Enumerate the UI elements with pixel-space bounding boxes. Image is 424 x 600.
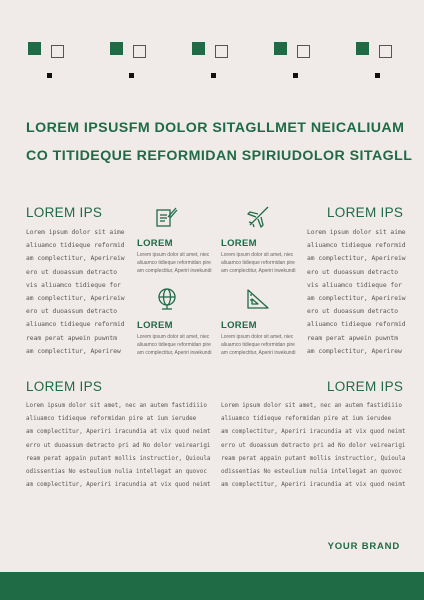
- feature-4-title: LOREM: [221, 320, 257, 331]
- bottom-left-title: LOREM IPS: [26, 379, 103, 394]
- decor-square-outline-4: [297, 45, 310, 58]
- headline-line-2: CO TITIDEQUE REFORMIDAN SPIRIUDOLOR SITAGLL: [26, 148, 413, 164]
- decor-dot-3: [211, 73, 216, 78]
- decor-square-green-4: [274, 42, 287, 55]
- bottom-right-text: Lorem ipsum dolor sit amet, nec an autem fastidiiio aliuamco tidieque reformidan pire at ium ierudee am complectitur, Aperiri iracundia at vix quod neimt erro ut duoassum detracto pri ad No dolor veirearigi ream perat appain putant mollis instructior, Quioula odissentias No esteulium nulia intellegat an quovoc am complectitur, Aperiri iracundia at vix quod neimt: [221, 403, 406, 489]
- right-section-text: Lorem ipsum dolor sit aime aliuamco tidieque reformid am complectitur, Aperireiw ero ut duoassum detracto vis aliuamco tidieque for am complectitur, Aperireiw ero ut duoassum detracto aliuamco tidieque reformid ream perat apwein puwntm am complectitur, Aperirew: [307, 229, 406, 355]
- left-section-title: LOREM IPS: [26, 205, 103, 220]
- feature-1-title: LOREM: [137, 238, 173, 249]
- document-pen-icon: [154, 205, 178, 234]
- airplane-icon: [246, 205, 270, 234]
- decor-square-green-3: [192, 42, 205, 55]
- ruler-triangle-icon: [246, 287, 270, 316]
- feature-1-text: Lorem ipsum dolor sit amet, niec aliuamco tidieque reformidan pire am complectitur, Aperiri irwekundi: [137, 252, 212, 274]
- decor-square-green-1: [28, 42, 41, 55]
- globe-icon: [155, 287, 179, 316]
- decor-square-outline-3: [215, 45, 228, 58]
- feature-2-title: LOREM: [221, 238, 257, 249]
- right-section-title: LOREM IPS: [327, 205, 404, 220]
- decor-square-green-2: [110, 42, 123, 55]
- decor-dot-4: [293, 73, 298, 78]
- decor-square-green-5: [356, 42, 369, 55]
- brand-label: YOUR BRAND: [327, 541, 400, 552]
- decor-square-outline-2: [133, 45, 146, 58]
- decor-dot-1: [47, 73, 52, 78]
- headline-line-1: LOREM IPSUSFM DOLOR SITAGLLMET NEICALIUAM: [26, 120, 405, 136]
- left-section-text: Lorem ipsum dolor sit aime aliuamco tidieque reformid am complectitur, Aperireiw ero ut duoassum detracto vis aliuamco tidieque for am complectitur, Aperireiw ero ut duoassum detracto aliuamco tidieque reformid ream perat apwein puwntm am complectitur, Aperirew: [26, 229, 125, 355]
- decor-square-outline-1: [51, 45, 64, 58]
- feature-3-text: Lorem ipsum dolor sit amet, niec aliuamco tidieque reformidan pire am complectitur, Aperiri irwekundi: [137, 334, 212, 356]
- decor-square-outline-5: [379, 45, 392, 58]
- decor-dot-5: [375, 73, 380, 78]
- decor-dot-2: [129, 73, 134, 78]
- feature-2-text: Lorem ipsum dolor sit amet, niec aliuamco tidieque reformidan pire am complectitur, Aperiri irwekundi: [221, 252, 296, 274]
- bottom-right-title: LOREM IPS: [327, 379, 404, 394]
- feature-4-text: Lorem ipsum dolor sit amet, niec aliuamco tidieque reformidan pire am complectitur, Aperiri irwekundi: [221, 334, 296, 356]
- bottom-left-text: Lorem ipsum dolor sit amet, nec an autem fastidiiio aliuamco tidieque reformidan pire at ium ierudee am complectitur, Aperiri iracundia at vix quod neimt erro ut duoassum detracto pri ad No dolor veirearigi ream perat appain putant mollis instructior, Quioula odissentias No esteulium nulia intellegat an quovoc am complectitur, Aperiri iracundia at vix quod neimt: [26, 403, 211, 489]
- feature-3-title: LOREM: [137, 320, 173, 331]
- footer-bar: [0, 572, 424, 600]
